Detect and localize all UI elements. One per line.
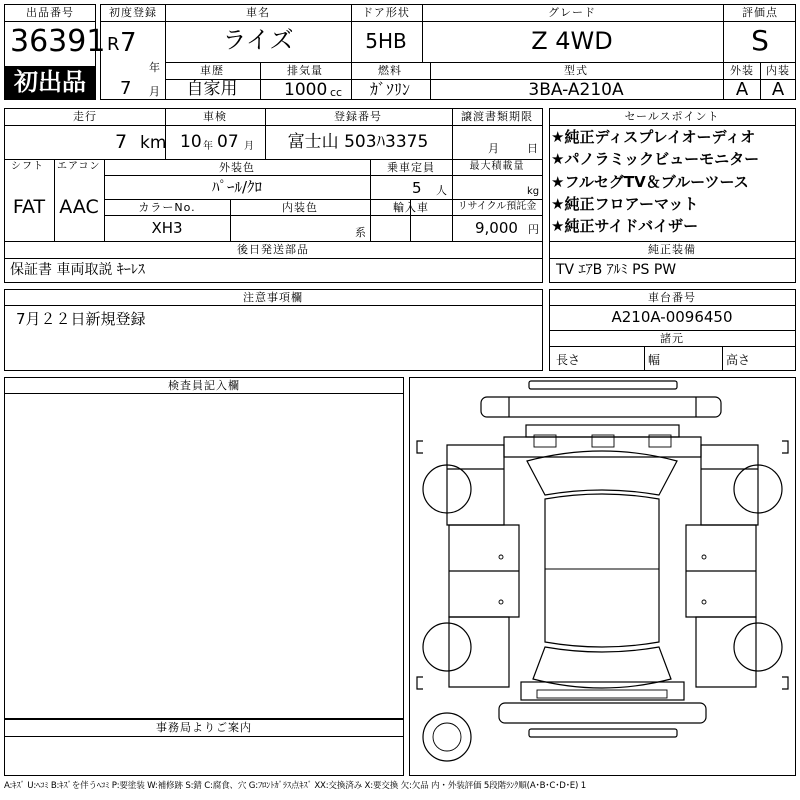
capacity: 5 bbox=[412, 179, 422, 197]
interior-header: 内装 bbox=[766, 64, 790, 77]
sales-point-4: ★純正フロアーマット bbox=[551, 195, 699, 213]
grade: Z 4WD bbox=[531, 27, 613, 55]
spec-width: 幅 bbox=[648, 353, 661, 367]
mileage-header: 走行 bbox=[73, 110, 97, 123]
exterior-header: 外装 bbox=[730, 64, 754, 77]
score: S bbox=[751, 24, 769, 57]
specs-header: 諸元 bbox=[660, 332, 684, 345]
later-parts: 保証書 車両取説 ｷｰﾚｽ bbox=[10, 262, 145, 278]
inspector-box bbox=[4, 377, 404, 719]
car-damage-diagram bbox=[409, 377, 796, 776]
car-name-header: 車名 bbox=[246, 6, 270, 19]
exterior-score: A bbox=[735, 79, 749, 100]
shift-header: シフト bbox=[11, 161, 44, 172]
equipment-header: 純正装備 bbox=[648, 243, 696, 256]
grade-header: グレード bbox=[548, 6, 596, 19]
model-code: 3BA-A210A bbox=[528, 80, 624, 100]
int-color-header: 内装色 bbox=[282, 201, 318, 214]
car-name: ライズ bbox=[222, 26, 294, 54]
transfer-month-unit: 月 bbox=[488, 142, 499, 155]
inspection-month-unit: 月 bbox=[244, 141, 254, 152]
door-type: 5HB bbox=[365, 29, 407, 53]
shift: FAT bbox=[12, 196, 46, 218]
lot-header: 出品番号 bbox=[26, 6, 74, 19]
inspection-header: 車検 bbox=[203, 110, 227, 123]
notes-header: 注意事項欄 bbox=[243, 291, 303, 304]
ext-color-header: 外装色 bbox=[219, 161, 255, 174]
inspection-month: 07 bbox=[217, 132, 239, 152]
transfer-day-unit: 日 bbox=[527, 142, 538, 155]
displacement-header: 排気量 bbox=[287, 64, 323, 77]
aircon: AAC bbox=[59, 196, 99, 218]
sales-point-5: ★純正サイドバイザー bbox=[551, 217, 699, 235]
int-color-unit: 系 bbox=[355, 226, 366, 239]
spec-height: 高さ bbox=[726, 353, 751, 367]
history-header: 車歴 bbox=[200, 64, 224, 77]
aircon-header: エアコン bbox=[57, 161, 101, 172]
lot-number: 36391 bbox=[10, 24, 106, 59]
score-header: 評価点 bbox=[742, 6, 778, 19]
interior-score: A bbox=[771, 79, 785, 100]
office-header: 事務局よりご案内 bbox=[156, 721, 252, 734]
notes: 7月２２日新規登録 bbox=[16, 310, 146, 328]
chassis-number: A210A-0096450 bbox=[611, 308, 733, 326]
mileage: 7 bbox=[115, 131, 128, 153]
history: 自家用 bbox=[186, 79, 238, 99]
first-listing-label: 初出品 bbox=[14, 68, 86, 96]
fuel-header: 燃料 bbox=[378, 64, 402, 77]
equipment: TV ｴｱB ｱﾙﾐ PS PW bbox=[556, 262, 677, 278]
plate-number: 富士山 503ﾊ3375 bbox=[287, 132, 429, 152]
transfer-header: 譲渡書類期限 bbox=[461, 110, 533, 123]
recycle-header: リサイクル預託金 bbox=[457, 201, 537, 212]
later-parts-header: 後日発送部品 bbox=[237, 243, 309, 256]
door-header: ドア形状 bbox=[362, 6, 410, 19]
registration-month: 7 bbox=[120, 78, 132, 99]
recycle-unit: 円 bbox=[528, 223, 539, 236]
load-header: 最大積載量 bbox=[469, 161, 525, 172]
displacement-unit: cc bbox=[330, 86, 343, 99]
registration-year-unit: 年 bbox=[149, 61, 160, 74]
capacity-unit: 人 bbox=[436, 184, 447, 197]
registration-header: 初度登録 bbox=[109, 6, 157, 19]
chassis-header: 車台番号 bbox=[648, 291, 696, 304]
sales-point-3: ★フルセグTV＆ブルーツース bbox=[551, 173, 749, 191]
damage-legend: A:ｷｽﾞ U:ﾍｺﾐ B:ｷｽﾞを伴うﾍｺﾐ P:要塗装 W:補修跡 S:錆 C:腐食、穴 G:ﾌﾛﾝﾄｶﾞﾗｽ点ｷｽﾞ XX:交換済み X:要交換 欠:欠品 内・外装評価 5段階ﾗﾝｸ順(A･B･C･D･E) 1 bbox=[4, 781, 586, 791]
registration-era: R bbox=[107, 34, 120, 55]
load-unit: kg bbox=[527, 186, 540, 197]
import-header: 輸入車 bbox=[393, 201, 429, 214]
displacement: 1000 bbox=[284, 80, 328, 100]
color-no-header: カラーNo. bbox=[138, 201, 196, 214]
sales-point-2: ★パノラミックビューモニター bbox=[551, 150, 760, 168]
registration-month-unit: 月 bbox=[149, 85, 160, 98]
registration-year: 7 bbox=[120, 28, 137, 58]
recycle-fee: 9,000 bbox=[475, 219, 518, 237]
capacity-header: 乗車定員 bbox=[387, 161, 435, 174]
spec-length: 長さ bbox=[556, 353, 581, 367]
model-header: 型式 bbox=[564, 64, 588, 77]
fuel: ｶﾞｿﾘﾝ bbox=[369, 80, 411, 99]
inspector-header: 検査員記入欄 bbox=[168, 379, 240, 392]
ext-color: ﾊﾟｰﾙ/ｸﾛ bbox=[211, 178, 263, 196]
mileage-unit: km bbox=[140, 133, 167, 153]
inspection-year-unit: 年 bbox=[203, 141, 213, 152]
inspection-year: 10 bbox=[180, 132, 202, 152]
sales-point-1: ★純正ディスプレイオーディオ bbox=[551, 128, 756, 146]
plate-header: 登録番号 bbox=[334, 110, 382, 123]
color-no: XH3 bbox=[151, 219, 183, 237]
sales-points-header: セールスポイント bbox=[624, 110, 720, 123]
